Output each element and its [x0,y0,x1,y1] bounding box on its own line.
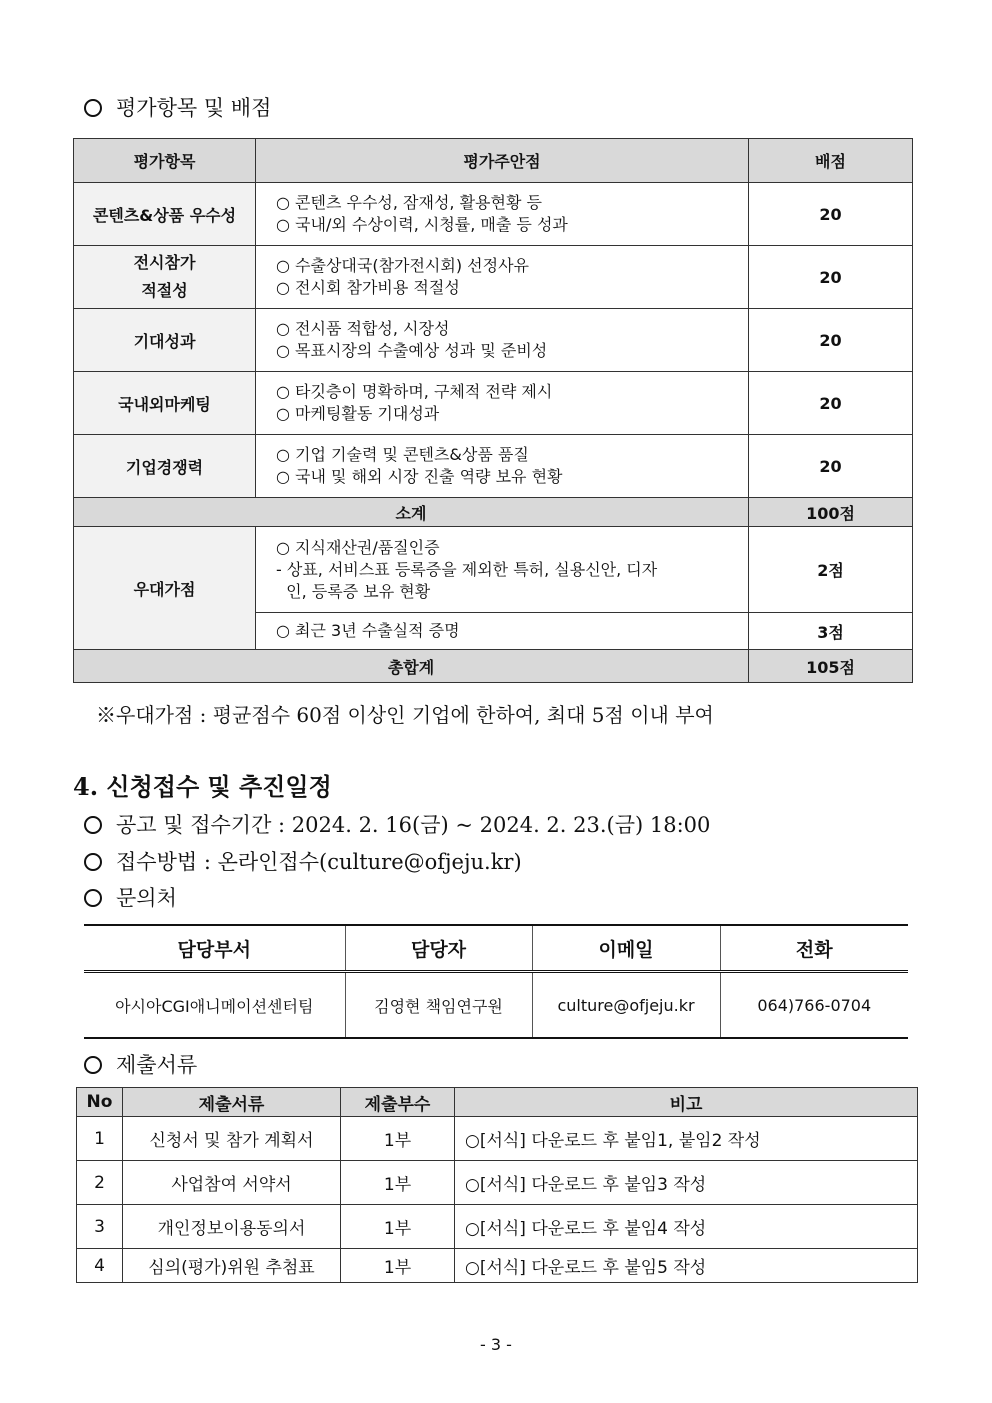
col-header: 제출서류 [123,1088,341,1117]
col-header: 전화 [720,925,908,972]
eval-criteria [256,435,749,498]
col-header: 배점 [749,139,913,183]
doc-copies: 1부 [341,1249,455,1283]
eval-header-row [74,139,913,183]
eval-item-line: 전시참가 [133,253,196,272]
bonus-note: ※우대가점 : 평균점수 60점 이상인 기업에 한하여, 최대 5점 이내 부여 [96,703,714,727]
eval-criteria [256,309,749,372]
eval-item: 기업경쟁력 [74,435,256,498]
table-row [77,1117,918,1161]
doc-name: 개인정보이용동의서 [123,1205,341,1249]
doc-note: ○[서식] 다운로드 후 붙임4 작성 [455,1205,918,1249]
total-row [74,650,913,683]
col-header: 이메일 [532,925,720,972]
criteria-line: ○ 목표시장의 수출예상 성과 및 준비성 [276,341,548,360]
circle-bullet-icon [84,1056,102,1074]
table-row [74,246,913,309]
col-header: 담당자 [345,925,532,972]
eval-criteria [256,183,749,246]
criteria-line: ○ 수출상대국(참가전시회) 선정사유 [276,256,530,275]
contact-table [84,924,908,1039]
doc-name: 심의(평가)위원 추첨표 [123,1249,341,1283]
criteria-line: ○ 지식재산권/품질인증 [276,537,440,557]
eval-score: 20 [749,246,913,309]
eval-table [73,138,913,683]
circle-bullet-icon [84,816,102,834]
subtotal-row [74,498,913,527]
eval-score: 2점 [749,527,913,613]
criteria-line: ○ 전시품 적합성, 시장성 [276,319,450,338]
bonus-row [74,527,913,613]
criteria-line: ○ 기업 기술력 및 콘텐츠&상품 품질 [276,445,529,464]
contact-phone: 064)766-0704 [757,995,872,1015]
eval-score: 20 [749,183,913,246]
circle-bullet-icon [84,889,102,907]
eval-criteria [256,372,749,435]
method-line: 접수방법 : 온라인접수(culture@ofjeju.kr) [84,846,522,876]
contact-heading: 문의처 [84,882,177,912]
eval-criteria [256,246,749,309]
table-row [74,372,913,435]
doc-no: 1 [77,1117,123,1161]
subtotal-value: 100점 [749,498,913,527]
col-header: 비고 [455,1088,918,1117]
circle-bullet-icon [84,99,102,117]
doc-no: 2 [77,1161,123,1205]
contact-person: 김영현 책임연구원 [345,972,532,1039]
doc-copies: 1부 [341,1117,455,1161]
criteria-line: ○ 전시회 참가비용 적절성 [276,278,460,297]
bonus-label: 우대가점 [74,527,256,650]
doc-note: ○[서식] 다운로드 후 붙임1, 붙임2 작성 [455,1117,918,1161]
eval-score: 20 [749,372,913,435]
criteria-line: - 상표, 서비스표 등록증을 제외한 특허, 실용신안, 디자 [276,559,658,579]
criteria-line: ○ 국내 및 해외 시장 진출 역량 보유 현황 [276,467,563,486]
eval-item: 콘텐츠&상품 우수성 [74,183,256,246]
table-row [74,309,913,372]
subtotal-label: 소계 [74,498,749,527]
eval-item-line: 적절성 [141,281,188,300]
eval-item: 국내외마케팅 [74,372,256,435]
col-header: 평가항목 [74,139,256,183]
page-number: - 3 - [480,1335,512,1354]
doc-note: ○[서식] 다운로드 후 붙임5 작성 [455,1249,918,1283]
eval-item: 기대성과 [74,309,256,372]
col-header: 평가주안점 [256,139,749,183]
eval-score: 20 [749,309,913,372]
doc-name: 신청서 및 참가 계획서 [123,1117,341,1161]
eval-heading: 평가항목 및 배점 [84,92,271,122]
criteria-line: ○ 타깃층이 명확하며, 구체적 전략 제시 [276,382,553,401]
criteria-line: ○ 마케팅활동 기대성과 [276,404,440,423]
doc-no: 3 [77,1205,123,1249]
table-row [74,183,913,246]
docs-table [76,1087,918,1283]
table-row [77,1205,918,1249]
contact-email[interactable]: culture@ofjeju.kr [532,972,720,1039]
col-header: 제출부수 [341,1088,455,1117]
eval-criteria [256,613,749,650]
eval-criteria [256,527,749,613]
doc-copies: 1부 [341,1161,455,1205]
total-value: 105점 [749,650,913,683]
table-row [74,435,913,498]
doc-copies: 1부 [341,1205,455,1249]
contact-dept: 아시아CGI애니메이션센터팀 [84,972,345,1039]
criteria-line: ○ 국내/외 수상이력, 시청률, 매출 등 성과 [276,215,568,234]
col-header: 담당부서 [84,925,345,972]
doc-name: 사업참여 서약서 [123,1161,341,1205]
section-title: 4. 신청접수 및 추진일정 [73,772,332,801]
contact-header-row [84,925,908,972]
table-row [77,1249,918,1283]
table-row [84,972,908,1039]
eval-score: 3점 [749,613,913,650]
col-header: No [77,1088,123,1117]
docs-heading: 제출서류 [84,1049,197,1079]
circle-bullet-icon [84,853,102,871]
criteria-line: ○ 최근 3년 수출실적 증명 [276,621,460,640]
doc-note: ○[서식] 다운로드 후 붙임3 작성 [455,1161,918,1205]
criteria-line: ○ 콘텐츠 우수성, 잠재성, 활용현황 등 [276,193,542,212]
criteria-line: 인, 등록증 보유 현황 [276,581,431,601]
eval-item [74,246,256,309]
table-row [77,1161,918,1205]
period-line: 공고 및 접수기간 : 2024. 2. 16(금) ~ 2024. 2. 23.(금) 18:00 [84,809,710,839]
doc-no: 4 [77,1249,123,1283]
total-label: 총합계 [74,650,749,683]
docs-header-row [77,1088,918,1117]
eval-score: 20 [749,435,913,498]
